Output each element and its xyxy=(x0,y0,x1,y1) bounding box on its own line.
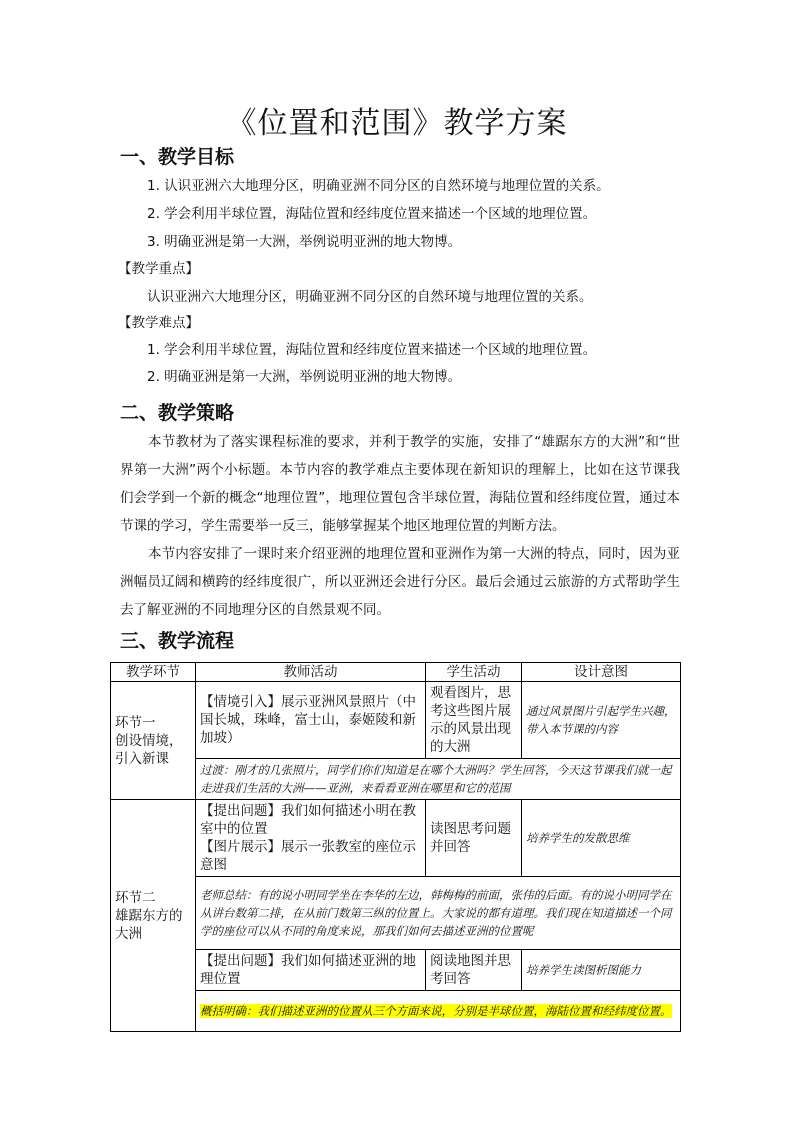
strategy-paragraph-2: 本节内容安排了一课时来介绍亚洲的地理位置和亚洲作为第一大洲的特点，同时，因为亚洲幅员辽阔和横跨的经纬度很广，所以亚洲还会进行分区。最后会通过云旅游的方式帮助学生去了解亚洲的不同地理分区的自然景观不同。 xyxy=(120,546,680,618)
goal-item-2: 2. 学会利用半球位置，海陆位置和经纬度位置来描述一个区域的地理位置。 xyxy=(147,206,597,222)
document-title: 《位置和范围》教学方案 xyxy=(226,106,568,141)
stage1-student: 观看图片，思考这些图片展示的风景出现的大洲 xyxy=(426,682,522,759)
stage2-student-2: 阅读地图并思考回答 xyxy=(426,950,522,991)
key-points-text: 认识亚洲六大地理分区，明确亚洲不同分区的自然环境与地理位置的关系。 xyxy=(147,289,593,305)
section-heading-strategy: 二、教学策略 xyxy=(120,402,235,424)
stage1-name: 环节一 创设情境，引入新课 xyxy=(111,682,196,800)
goal-item-1: 1. 认识亚洲六大地理分区，明确亚洲不同分区的自然环境与地理位置的关系。 xyxy=(147,178,610,194)
table-row xyxy=(111,877,681,950)
stage2-conclusion-cell xyxy=(196,991,681,1032)
difficult-item-1: 1. 学会利用半球位置，海陆位置和经纬度位置来描述一个区域的地理位置。 xyxy=(147,342,597,358)
header-intent: 设计意图 xyxy=(522,663,681,682)
table-row xyxy=(111,950,681,991)
stage1-intent: 通过风景图片引起学生兴趣，带入本节课的内容 xyxy=(522,682,681,759)
stage2-student-1: 读图思考问题并回答 xyxy=(426,800,522,877)
key-points-label: 【教学重点】 xyxy=(118,261,199,277)
stage1-teacher: 【情境引入】展示亚洲风景照片（中国长城，珠峰，富士山，泰姬陵和新加坡） xyxy=(196,682,426,759)
strategy-paragraph-1: 本节教材为了落实课程标准的要求，并利于教学的实施，安排了“雄踞东方的大洲”和“世界第一大洲”两个小标题。本节内容的教学难点主要体现在新知识的理解上，比如在这节课我们会学到一个新的概念“地理位置”，地理位置包含半球位置，海陆位置和经纬度位置，通过本节课的学习，学生需要举一反三，能够掌握某个地区地理位置的判断方法。 xyxy=(120,434,680,534)
table-row xyxy=(111,682,681,759)
header-student: 学生活动 xyxy=(426,663,522,682)
difficult-item-2: 2. 明确亚洲是第一大洲，举例说明亚洲的地大物博。 xyxy=(147,369,462,385)
stage2-intent-1: 培养学生的发散思维 xyxy=(522,800,681,877)
difficult-points-label: 【教学难点】 xyxy=(118,315,199,331)
section-heading-flow: 三、教学流程 xyxy=(120,630,235,652)
stage2-name: 环节二 雄踞东方的大洲 xyxy=(111,800,196,1032)
table-header-row xyxy=(111,663,681,682)
stage2-teacher-1: 【提出问题】我们如何描述小明在教室中的位置 【图片展示】展示一张教室的座位示意图 xyxy=(196,800,426,877)
header-stage: 教学环节 xyxy=(111,663,196,682)
stage2-intent-2: 培养学生读图析图能力 xyxy=(522,950,681,991)
stage2-teacher-2: 【提出问题】我们如何描述亚洲的地理位置 xyxy=(196,950,426,991)
teaching-flow-table xyxy=(110,662,681,1032)
section-heading-goals: 一、教学目标 xyxy=(120,146,235,168)
table-row xyxy=(111,759,681,800)
table-row xyxy=(111,991,681,1032)
goal-item-3: 3. 明确亚洲是第一大洲，举例说明亚洲的地大物博。 xyxy=(147,234,462,250)
header-teacher: 教师活动 xyxy=(196,663,426,682)
stage1-transition: 过渡：刚才的几张照片，同学们你们知道是在哪个大洲吗？学生回答，今天这节课我们就一起走进我们生活的大洲——亚洲，来看看亚洲在哪里和它的范围 xyxy=(196,759,681,800)
table-row xyxy=(111,800,681,877)
stage2-summary: 老师总结：有的说小明同学坐在李华的左边，韩梅梅的前面，张伟的后面。有的说小明同学在从讲台数第二排，在从前门数第三纵的位置上。大家说的都有道理。我们现在知道描述一个同学的座位可以从不同的角度来说，那我们如何去描述亚洲的位置呢 xyxy=(196,877,681,950)
stage2-conclusion-highlight: 概括明确：我们描述亚洲的位置从三个方面来说，分别是半球位置，海陆位置和经纬度位置。 xyxy=(200,1004,672,1018)
